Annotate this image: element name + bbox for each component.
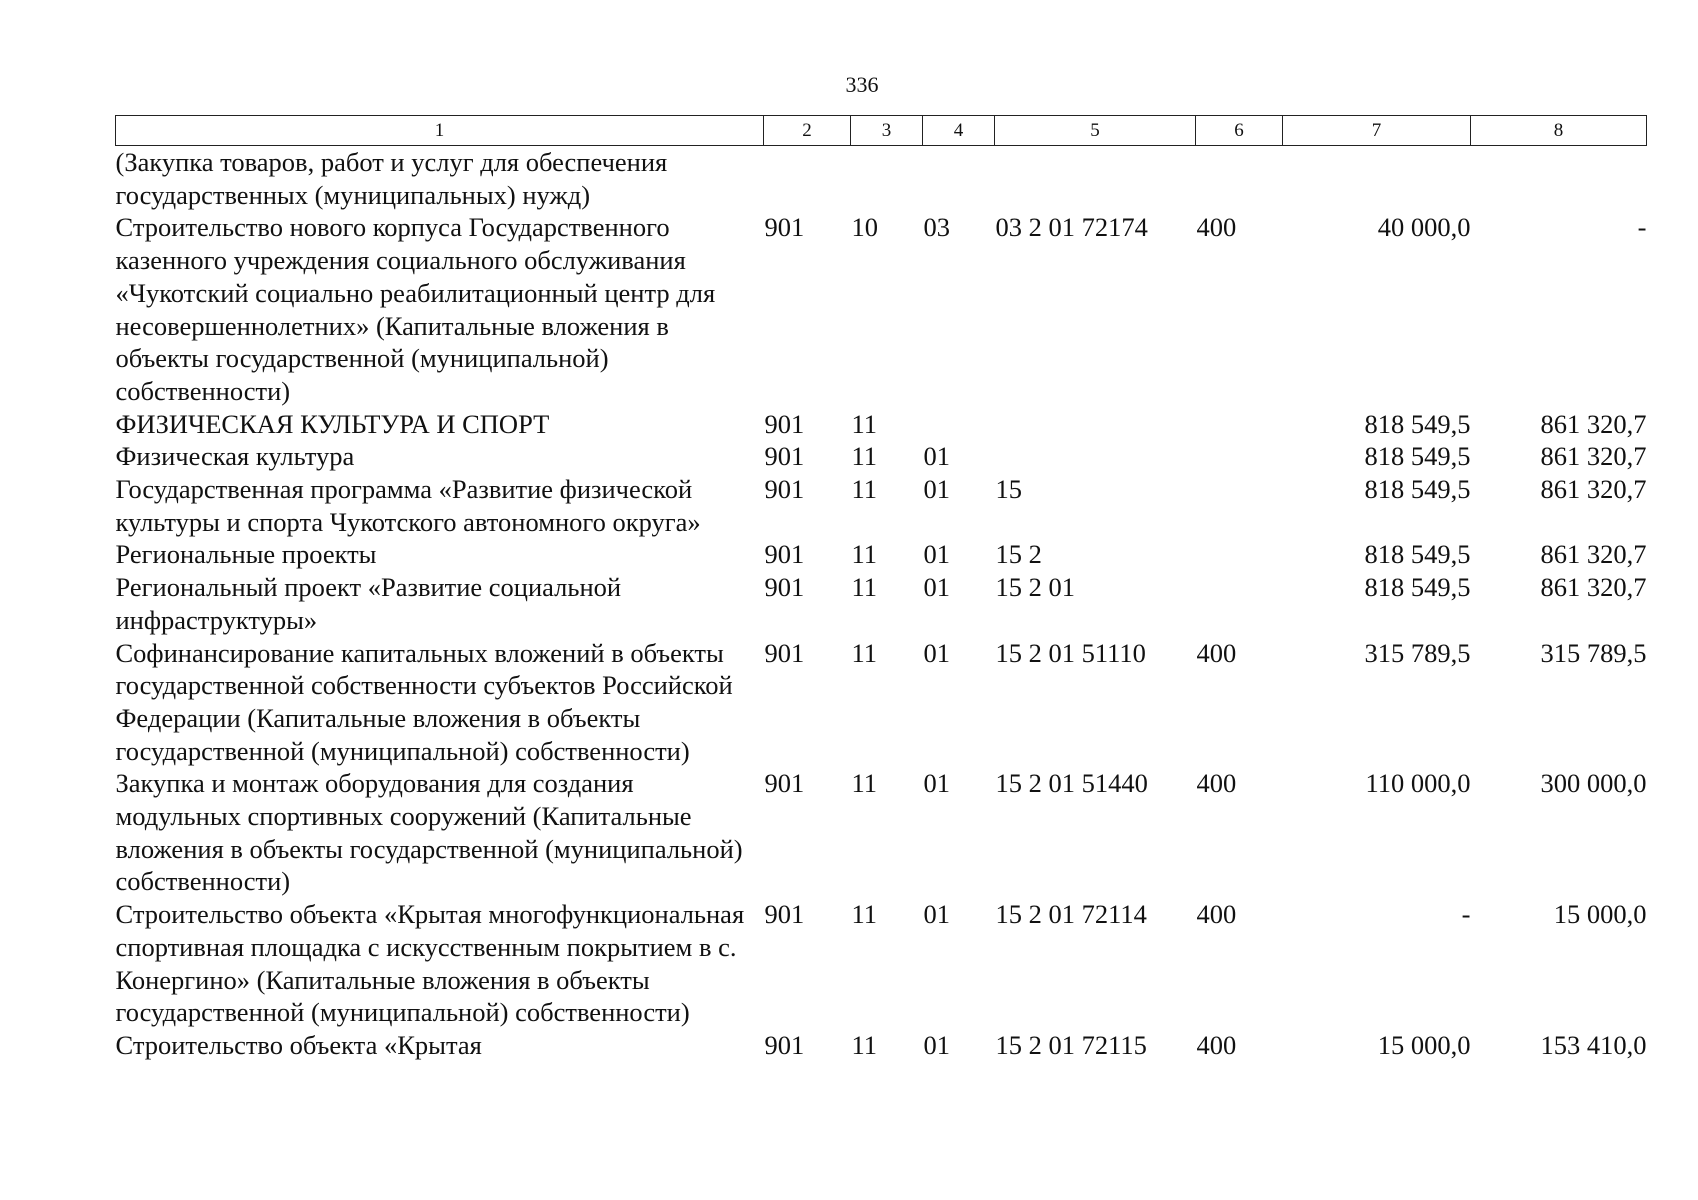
table-row: [116, 571, 1647, 636]
amount-year-1: [1283, 146, 1471, 212]
table-row: [116, 211, 1647, 407]
column-number: 3: [851, 116, 923, 146]
target-article-code: 15 2 01: [995, 572, 1075, 603]
subsection-code: 01: [923, 441, 950, 472]
item-name: ФИЗИЧЕСКАЯ КУЛЬТУРА И СПОРТ: [115, 408, 550, 439]
amount-year-1: 15 000,0: [1377, 1029, 1471, 1060]
amount-year-1: 40 000,0: [1377, 212, 1471, 243]
column-number: 4: [923, 116, 995, 146]
item-name: Строительство объекта «Крытая многофункциональная спортивная площадка с искусственным покрытием в с. Конергино» (Капитальные вложения в объекты государственной (муниципальной) собственности): [115, 899, 745, 1028]
section-code: [851, 146, 923, 212]
ministry-code: 901: [764, 212, 805, 243]
amount-year-2: 153 410,0: [1540, 1029, 1647, 1060]
table-row: [116, 538, 1647, 571]
ministry-code: [764, 146, 851, 212]
subsection-code: 01: [923, 637, 950, 668]
table-row: [116, 637, 1647, 768]
subsection-code: 01: [923, 899, 950, 930]
section-code: 11: [851, 637, 878, 668]
subsection-code: 01: [923, 539, 950, 570]
amount-year-2: 861 320,7: [1540, 441, 1647, 472]
subsection-code: 01: [923, 768, 950, 799]
target-article-code: 03 2 01 72174: [995, 212, 1148, 243]
ministry-code: 901: [764, 637, 805, 668]
amount-year-2: 15 000,0: [1553, 899, 1647, 930]
section-code: 11: [851, 408, 878, 439]
table-row: [116, 1029, 1647, 1062]
amount-year-1: 818 549,5: [1364, 441, 1471, 472]
amount-year-2: 861 320,7: [1540, 572, 1647, 603]
amount-year-2: [1471, 146, 1647, 212]
amount-year-1: 315 789,5: [1364, 637, 1471, 668]
table-row: [116, 473, 1647, 538]
subsection-code: 03: [923, 212, 950, 243]
amount-year-2: -: [1637, 212, 1647, 243]
page-number: 336: [845, 72, 879, 97]
amount-year-1: 818 549,5: [1364, 539, 1471, 570]
section-code: 11: [851, 1029, 878, 1060]
amount-year-1: 818 549,5: [1364, 474, 1471, 505]
target-article-code: 15 2 01 72115: [995, 1029, 1147, 1060]
item-name: Региональные проекты: [115, 539, 377, 570]
subsection-code: [923, 146, 995, 212]
ministry-code: 901: [764, 408, 805, 439]
expense-type-code: [1196, 408, 1283, 441]
section-code: 10: [851, 212, 878, 243]
amount-year-2: 861 320,7: [1540, 539, 1647, 570]
expense-type-code: [1196, 440, 1283, 473]
column-number: 8: [1471, 116, 1647, 146]
target-article-code: 15 2 01 51440: [995, 768, 1148, 799]
table-header: [116, 116, 1647, 146]
target-article-code: 15: [995, 474, 1022, 505]
subsection-code: 01: [923, 1029, 950, 1060]
expense-type-code: 400: [1196, 212, 1237, 243]
item-name: Софинансирование капитальных вложений в объекты государственной собственности субъектов Российской Федерации (Капитальные вложения в объекты государственной (муниципальной) собственности): [115, 637, 733, 766]
amount-year-1: -: [1461, 899, 1471, 930]
target-article-code: [995, 440, 1196, 473]
table-row: [116, 767, 1647, 898]
amount-year-1: 110 000,0: [1365, 768, 1471, 799]
target-article-code: [995, 146, 1196, 212]
item-name: Закупка и монтаж оборудования для создания модульных спортивных сооружений (Капитальные вложения в объекты государственной (муниципальной) собственности): [115, 768, 743, 897]
ministry-code: 901: [764, 899, 805, 930]
expense-type-code: [1196, 473, 1283, 538]
ministry-code: 901: [764, 539, 805, 570]
column-number: 2: [764, 116, 851, 146]
item-name: Государственная программа «Развитие физической культуры и спорта Чукотского автономного округа»: [115, 474, 701, 537]
section-code: 11: [851, 572, 878, 603]
budget-table: [115, 115, 1647, 1062]
item-name: (Закупка товаров, работ и услуг для обеспечения государственных (муниципальных) нужд): [115, 147, 668, 210]
ministry-code: 901: [764, 768, 805, 799]
table-row: [116, 898, 1647, 1029]
table-row: [116, 440, 1647, 473]
ministry-code: 901: [764, 1029, 805, 1060]
column-number: 5: [995, 116, 1196, 146]
target-article-code: 15 2: [995, 539, 1042, 570]
item-name: Строительство объекта «Крытая: [115, 1029, 482, 1060]
column-number: 6: [1196, 116, 1283, 146]
section-code: 11: [851, 441, 878, 472]
table-row: [116, 146, 1647, 212]
target-article-code: 15 2 01 72114: [995, 899, 1147, 930]
expense-type-code: [1196, 571, 1283, 636]
ministry-code: 901: [764, 474, 805, 505]
expense-type-code: [1196, 538, 1283, 571]
column-number: 7: [1283, 116, 1471, 146]
section-code: 11: [851, 899, 878, 930]
item-name: Физическая культура: [115, 441, 355, 472]
table-row: [116, 408, 1647, 441]
item-name: Региональный проект «Развитие социальной инфраструктуры»: [115, 572, 622, 635]
section-code: 11: [851, 768, 878, 799]
amount-year-1: 818 549,5: [1364, 408, 1471, 439]
amount-year-2: 300 000,0: [1540, 768, 1647, 799]
amount-year-1: 818 549,5: [1364, 572, 1471, 603]
table-body: [116, 146, 1647, 1062]
amount-year-2: 315 789,5: [1540, 637, 1647, 668]
subsection-code: 01: [923, 474, 950, 505]
expense-type-code: 400: [1196, 899, 1237, 930]
target-article-code: 15 2 01 51110: [995, 637, 1146, 668]
expense-type-code: 400: [1196, 1029, 1237, 1060]
section-code: 11: [851, 474, 878, 505]
column-number-row: [116, 116, 1647, 146]
ministry-code: 901: [764, 441, 805, 472]
subsection-code: 01: [923, 572, 950, 603]
ministry-code: 901: [764, 572, 805, 603]
expense-type-code: [1196, 146, 1283, 212]
expense-type-code: 400: [1196, 637, 1237, 668]
item-name: Строительство нового корпуса Государственного казенного учреждения социального обслуживания «Чукотский социально реабилитационный центр для несовершеннолетних» (Капитальные вложения в объекты государственной (муниципальной) собственности): [115, 212, 716, 406]
target-article-code: [995, 408, 1196, 441]
section-code: 11: [851, 539, 878, 570]
column-number: 1: [116, 116, 764, 146]
amount-year-2: 861 320,7: [1540, 408, 1647, 439]
expense-type-code: 400: [1196, 768, 1237, 799]
amount-year-2: 861 320,7: [1540, 474, 1647, 505]
subsection-code: [923, 408, 995, 441]
